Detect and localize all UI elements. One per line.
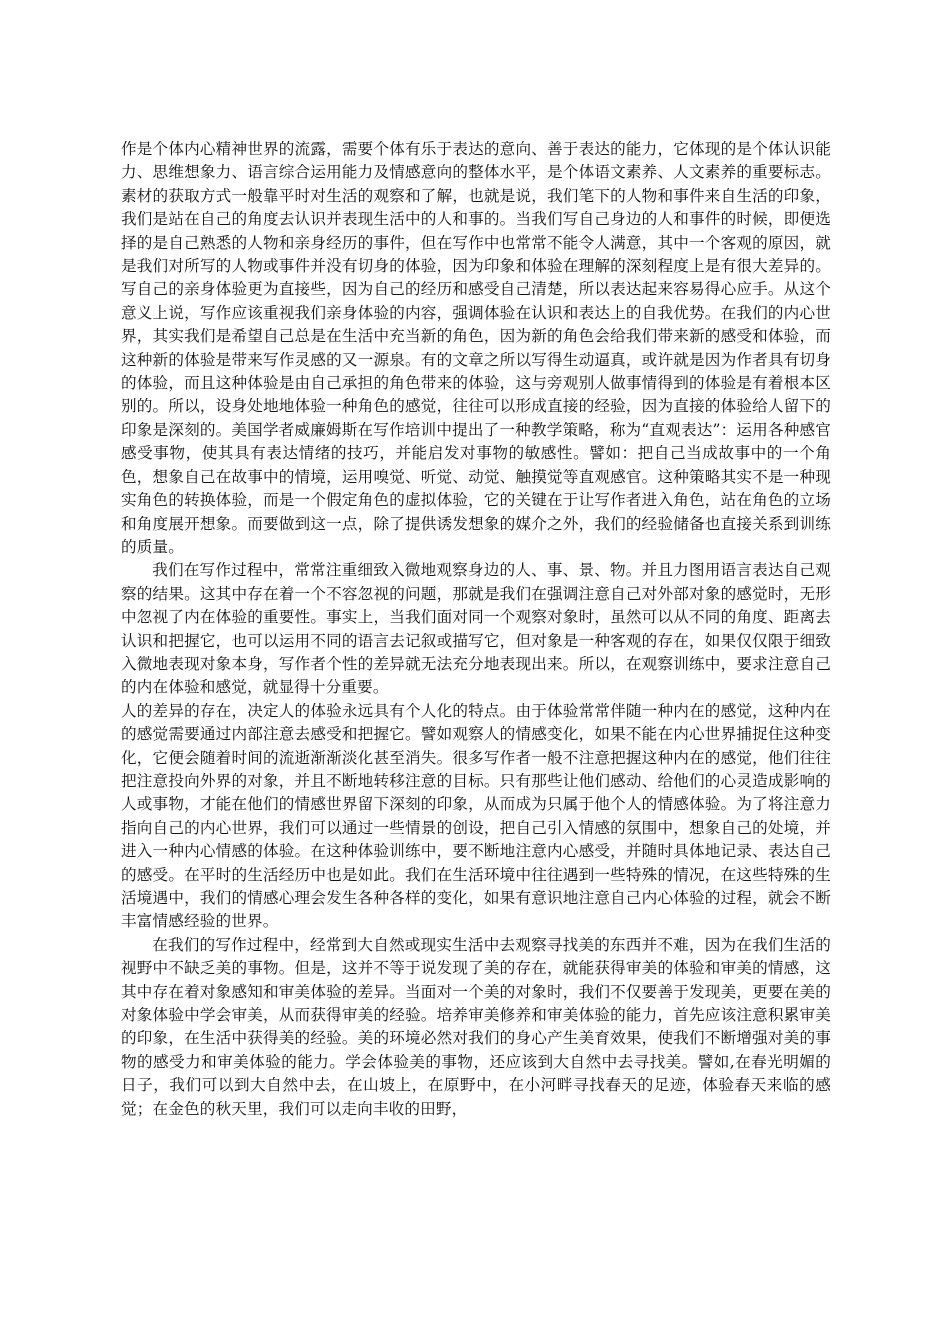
paragraph-observation: 我们在写作过程中，常常注重细致入微地观察身边的人、事、景、物。并且力图用语言表达自己观察的结果。这其中存在着一个不容忽视的问题，那就是我们在强调注意自己对外部对象的感觉时，无形中忽视了内在体验的重要性。事实上，当我们面对同一个观察对象时，虽然可以从不同的角度、距离去认识和把握它，也可以运用不同的语言去记叙或描写它，但对象是一种客观的存在，如果仅仅限于细致入微地表现对象本身，写作者个性的差异就无法充分地表现出来。所以，在观察训练中，要求注意自己的内在体验和感觉，就显得十分重要。 (121, 561, 831, 697)
paragraph-aesthetic-experience: 在我们的写作过程中，经常到大自然或现实生活中去观察寻找美的东西并不难，因为在我们生活的视野中不缺乏美的事物。但是，这并不等于说发现了美的存在，就能获得审美的体验和审美的情感，这其中存在着对象感知和审美体验的差异。当面对一个美的对象时，我们不仅要善于发现美，更要在美的对象体验中学会审美，从而获得审美的经验。培养审美修养和审美体验的能力，首先应该注意积累审美的印象，在生活中获得美的经验。美的环境必然对我们的身心产生美育效果，使我们不断增强对美的事物的感受力和审美体验的能力。学会体验美的事物，还应该到大自然中去寻找美。譬如,在春光明媚的日子，我们可以到大自然中去，在山坡上，在原野中，在小河畔寻找春天的足迹，体验春天来临的感觉；在金色的秋天里，我们可以走向丰收的田野， (121, 935, 831, 1118)
paragraph-inner-feeling: 人的差异的存在，决定人的体验永远具有个人化的特点。由于体验常常伴随一种内在的感觉，这种内在的感觉需要通过内部注意去感受和把握它。譬如观察人的情感变化，如果不能在内心世界捕捉住这种变化，它便会随着时间的流逝渐渐淡化甚至消失。很多写作者一般不注意把握这种内在的感觉，他们往往把注意投向外界的对象，并且不断地转移注意的目标。只有那些让他们感动、给他们的心灵造成影响的人或事物，才能在他们的情感世界留下深刻的印象，从而成为只属于他个人的情感体验。为了将注意力指向自己的内心世界，我们可以通过一些情景的创设，把自己引入情感的氛围中，想象自己的处境，并进入一种内心情感的体验。在这种体验训练中，要不断地注意内心感受，并随时具体地记录、表达自己的感受。在平时的生活经历中也是如此。我们在生活环境中往往遇到一些特殊的情况，在这些特殊的生活境遇中，我们的情感心理会发生各种各样的变化，如果有意识地注意自己内心体验的过程，就会不断丰富情感经验的世界。 (121, 701, 831, 931)
paragraph-writing-experience: 作是个体内心精神世界的流露，需要个体有乐于表达的意向、善于表达的能力，它体现的是个体认识能力、思维想象力、语言综合运用能力及情感意向的整体水平，是个体语文素养、人文素养的重要标志。素材的获取方式一般靠平时对生活的观察和了解，也就是说，我们笔下的人物和事件来自生活的印象，我们是站在自己的角度去认识并表现生活中的人和事的。当我们写自己身边的人和事件的时候，即便选择的是自己熟悉的人物和亲身经历的事件，但在写作中也常常不能令人满意，其中一个客观的原因，就是我们对所写的人物或事件并没有切身的体验，因为印象和体验在理解的深刻程度上是有很大差异的。写自己的亲身体验更为直接些，因为自己的经历和感受自己清楚，所以表达起来容易得心应手。从这个意义上说，写作应该重视我们亲身体验的内容，强调体验在认识和表达上的自我优势。在我们的内心世界，其实我们是希望自己总是在生活中充当新的角色，因为新的角色会给我们带来新的感受和体验，而这种新的体验是带来写作灵感的又一源泉。有的文章之所以写得生动逼真，或许就是因为作者具有切身的体验，而且这种体验是由自己承担的角色带来的体验，这与旁观别人做事情得到的体验是有着根本区别的。所以，设身处地地体验一种角色的感觉，往往可以形成直接的经验，因为直接的体验给人留下的印象是深刻的。美国学者威廉姆斯在写作培训中提出了一种教学策略，称为“直观表达”：运用各种感官感受事物，使其具有表达情绪的技巧，并能启发对事物的敏感性。譬如：把自己当成故事中的一个角色，想象自己在故事中的情境，运用嗅觉、听觉、动觉、触摸觉等直观感官。这种策略其实不是一种现实角色的转换体验，而是一个假定角色的虚拟体验，它的关键在于让写作者进入角色，站在角色的立场和角度展开想象。而要做到这一点，除了提供诱发想象的媒介之外，我们的经验储备也直接关系到训练的质量。 (121, 140, 831, 556)
document-body (121, 138, 831, 1121)
